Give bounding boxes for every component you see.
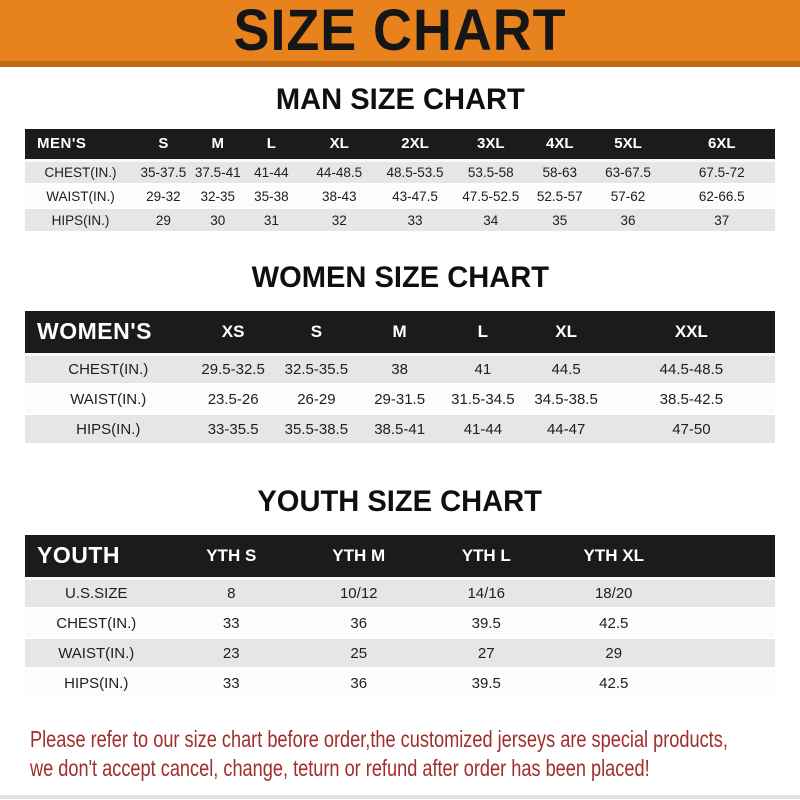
size-column-header: S	[158, 135, 169, 153]
size-value-cell: 58-63	[542, 164, 578, 180]
size-value-cell: 42.5	[599, 614, 629, 632]
size-value-cell: 37	[714, 212, 730, 228]
size-value-cell: 10/12	[339, 584, 378, 602]
size-value-cell: 36	[350, 674, 368, 692]
size-column-header: M	[392, 321, 407, 341]
size-value-cell: 33-35.5	[207, 420, 259, 438]
size-value-cell: 41-44	[463, 420, 503, 438]
size-column-header: 4XL	[545, 135, 574, 153]
women-table-corner-label: WOMEN'S	[37, 318, 153, 345]
size-value-cell: 44.5-48.5	[659, 360, 724, 378]
women-table-header-row	[25, 311, 775, 354]
size-value-cell: 67.5-72	[698, 164, 745, 180]
row-label: WAIST(IN.)	[46, 188, 115, 204]
size-value-cell: 29-31.5	[374, 390, 426, 408]
footer-line-2: we don't accept cancel, change, teturn or refund after order has been placed!	[30, 755, 650, 781]
size-value-cell: 27	[477, 644, 495, 662]
women-section	[0, 261, 800, 445]
men-section-heading: MAN SIZE CHART	[275, 83, 525, 116]
women-waist-row	[25, 384, 775, 414]
men-table-header-row	[25, 129, 775, 160]
size-column-header: XL	[329, 135, 349, 153]
size-value-cell: 23	[222, 644, 240, 662]
youth-section	[0, 485, 800, 699]
size-column-header: XL	[555, 321, 577, 341]
size-value-cell: 18/20	[594, 584, 633, 602]
size-value-cell: 42.5	[599, 674, 629, 692]
size-value-cell: 57-62	[610, 188, 646, 204]
men-table-corner-label: MEN'S	[37, 135, 87, 153]
size-value-cell: 37.5-41	[194, 164, 241, 180]
size-value-cell: 36	[620, 212, 636, 228]
empty-header-spacer	[678, 535, 776, 578]
size-column-header: XXL	[674, 321, 708, 341]
size-column-header: 5XL	[614, 135, 642, 153]
size-value-cell: 44-48.5	[316, 164, 363, 180]
row-label: CHEST(IN.)	[44, 164, 117, 180]
empty-cell-spacer	[678, 608, 776, 638]
size-value-cell: 33	[222, 674, 240, 692]
size-value-cell: 35.5-38.5	[284, 420, 349, 438]
bottom-divider	[0, 795, 800, 799]
size-value-cell: 29-32	[146, 188, 181, 204]
size-column-header: L	[266, 135, 276, 153]
size-value-cell: 47-50	[672, 420, 711, 438]
row-label: HIPS(IN.)	[64, 674, 129, 692]
row-label: CHEST(IN.)	[56, 614, 137, 632]
footer-line-1: Please refer to our size chart before order,the customized jerseys are special products,	[30, 726, 728, 752]
row-label: HIPS(IN.)	[76, 420, 141, 438]
women-chest-row	[25, 354, 775, 384]
women-section-heading: WOMEN SIZE CHART	[251, 261, 549, 294]
youth-table-header-row	[25, 535, 775, 578]
size-value-cell: 23.5-26	[207, 390, 259, 408]
size-value-cell: 44-47	[546, 420, 586, 438]
size-column-header: YTH S	[206, 545, 257, 565]
size-value-cell: 14/16	[467, 584, 506, 602]
empty-cell-spacer	[678, 578, 776, 608]
row-label: CHEST(IN.)	[68, 360, 149, 378]
row-label: WAIST(IN.)	[70, 390, 147, 408]
size-value-cell: 47.5-52.5	[462, 188, 520, 204]
youth-section-heading: YOUTH SIZE CHART	[257, 485, 543, 518]
size-value-cell: 41	[474, 360, 492, 378]
men-size-table	[25, 129, 775, 233]
youth-ussize-row	[25, 578, 775, 608]
size-value-cell: 33	[407, 212, 423, 228]
size-column-header: YTH XL	[583, 545, 644, 565]
banner	[0, 0, 800, 67]
size-value-cell: 36	[350, 614, 368, 632]
size-value-cell: 8	[227, 584, 236, 602]
youth-table-corner-label: YOUTH	[37, 542, 120, 569]
size-value-cell: 41-44	[254, 164, 289, 180]
row-label: WAIST(IN.)	[58, 644, 135, 662]
size-value-cell: 32	[331, 212, 347, 228]
size-value-cell: 33	[222, 614, 240, 632]
size-value-cell: 35-38	[254, 188, 289, 204]
size-value-cell: 25	[350, 644, 368, 662]
size-value-cell: 31.5-34.5	[451, 390, 515, 408]
row-label: HIPS(IN.)	[51, 212, 110, 228]
size-value-cell: 29	[605, 644, 623, 662]
size-value-cell: 38.5-42.5	[659, 390, 724, 408]
size-value-cell: 32.5-35.5	[284, 360, 349, 378]
size-value-cell: 32-35	[200, 188, 236, 204]
size-value-cell: 48.5-53.5	[386, 164, 444, 180]
empty-cell-spacer	[678, 638, 776, 668]
size-value-cell: 34.5-38.5	[534, 390, 598, 408]
size-value-cell: 30	[210, 212, 226, 228]
men-chest-row	[25, 160, 775, 184]
men-waist-row	[25, 184, 775, 208]
size-column-header: S	[310, 321, 323, 341]
size-value-cell: 63-67.5	[605, 164, 651, 180]
size-value-cell: 26-29	[297, 390, 336, 408]
size-value-cell: 43-47.5	[392, 188, 438, 204]
size-value-cell: 62-66.5	[698, 188, 745, 204]
size-column-header: YTH L	[461, 545, 511, 565]
men-section	[0, 83, 800, 233]
size-value-cell: 38.5-41	[374, 420, 426, 438]
size-value-cell: 53.5-58	[467, 164, 514, 180]
size-column-header: YTH M	[332, 545, 386, 565]
youth-hips-row	[25, 668, 775, 698]
banner-title: SIZE CHART	[233, 0, 567, 63]
empty-cell-spacer	[678, 668, 776, 698]
size-column-header: 2XL	[401, 135, 429, 153]
women-hips-row	[25, 414, 775, 444]
size-value-cell: 29.5-32.5	[201, 360, 265, 378]
size-value-cell: 38	[391, 360, 408, 378]
size-column-header: 3XL	[476, 135, 505, 153]
size-column-header: M	[211, 135, 224, 153]
size-value-cell: 34	[483, 212, 499, 228]
size-column-header: XS	[221, 321, 245, 341]
size-value-cell: 39.5	[471, 674, 501, 692]
size-value-cell: 31	[263, 212, 279, 228]
size-value-cell: 52.5-57	[536, 188, 583, 204]
size-value-cell: 39.5	[471, 614, 501, 632]
footer-note	[0, 725, 800, 783]
size-value-cell: 38-43	[321, 188, 357, 204]
size-column-header: L	[477, 321, 489, 341]
size-value-cell: 44.5	[551, 360, 581, 378]
size-value-cell: 35	[552, 212, 568, 228]
size-value-cell: 29	[155, 212, 171, 228]
men-hips-row	[25, 208, 775, 232]
row-label: U.S.SIZE	[64, 584, 128, 602]
women-size-table	[25, 311, 775, 445]
youth-chest-row	[25, 608, 775, 638]
size-value-cell: 35-37.5	[140, 164, 187, 180]
youth-size-table	[25, 535, 775, 699]
size-column-header: 6XL	[707, 135, 736, 153]
youth-waist-row	[25, 638, 775, 668]
